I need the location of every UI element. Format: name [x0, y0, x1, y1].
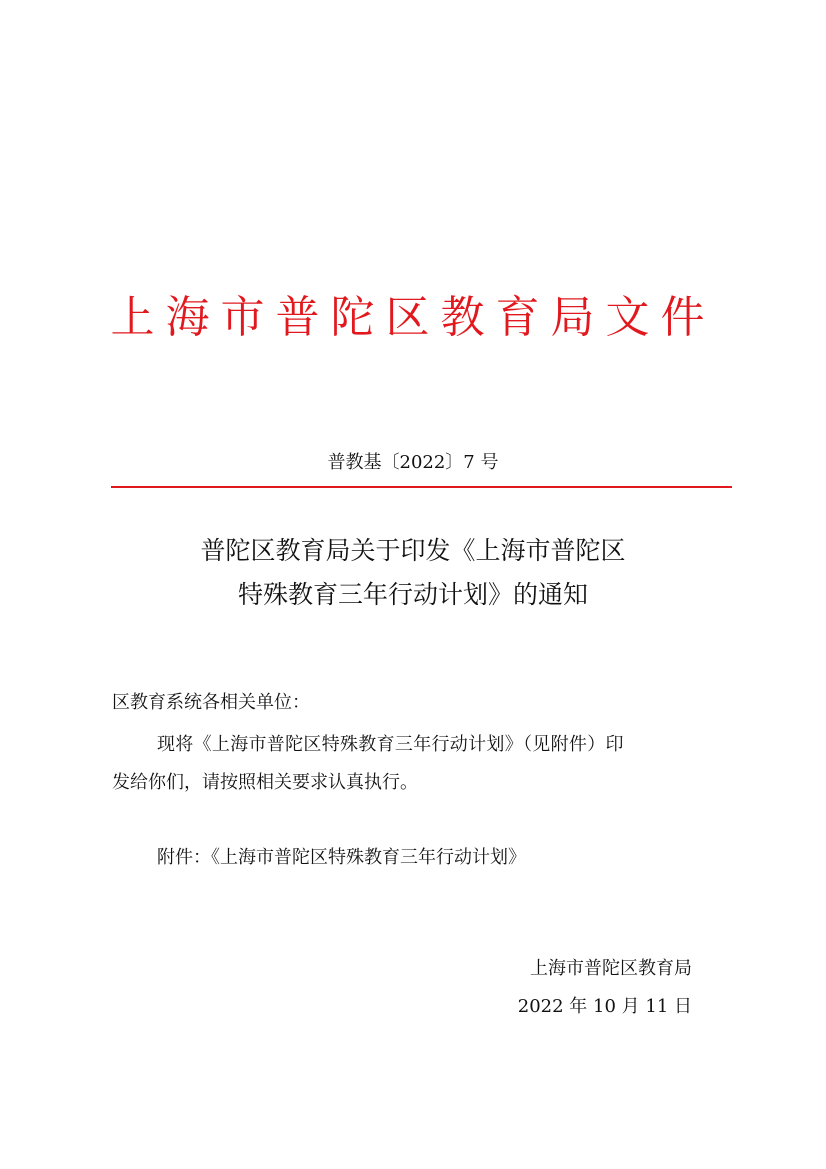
document-number: 普教基〔2022〕7 号 [327, 452, 499, 473]
salutation: 区教育系统各相关单位： [112, 692, 310, 713]
signature-block [518, 950, 692, 1026]
notice-title-line-1: 普陀区教育局关于印发《上海市普陀区 [200, 536, 626, 565]
attachment-note: 附件：《上海市普陀区特殊教育三年行动计划》 [157, 847, 526, 868]
issuer-name: 上海市普陀区教育局 [530, 958, 692, 979]
masthead-title: 上海市普陀区教育局文件 [110, 292, 716, 343]
notice-title-line-2: 特殊教育三年行动计划》的通知 [237, 580, 588, 609]
body-paragraph-line-2: 发给你们，请按照相关要求认真执行。 [112, 772, 418, 793]
body-paragraph-line-1: 现将《上海市普陀区特殊教育三年行动计划》（见附件）印 [157, 734, 624, 755]
issue-date: 2022 年 10 月 11 日 [517, 996, 692, 1017]
red-divider-line [111, 486, 732, 488]
body-paragraph [112, 726, 732, 802]
notice-title [0, 529, 826, 617]
